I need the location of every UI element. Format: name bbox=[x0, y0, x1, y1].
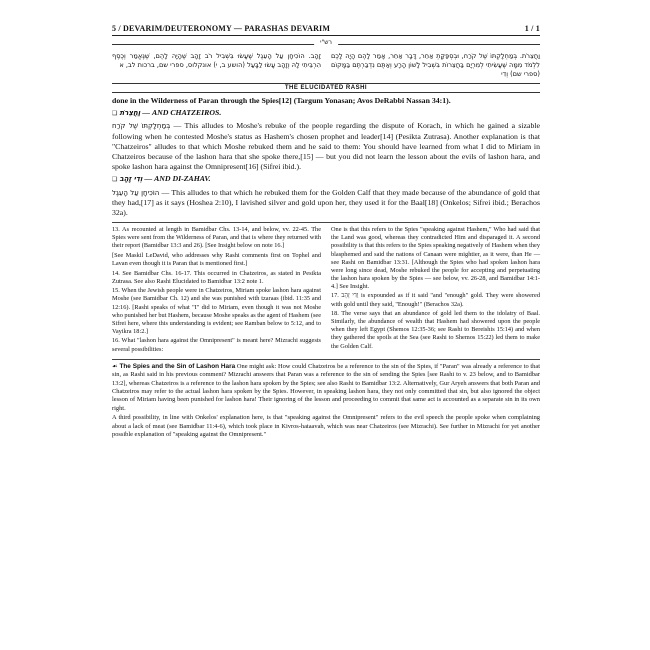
heading-chatzeiros-hebrew: וַחֲצֵרֹת bbox=[119, 109, 141, 118]
running-header bbox=[112, 24, 540, 36]
footnotes-right-column bbox=[331, 226, 540, 355]
elucidation-paragraph-3 bbox=[112, 188, 540, 219]
elucidation-paragraph-2-text: — This alludes to Moshe's rebuke of the people regarding the dispute of Korach, in which he gained a sizable following when he contested Moshe's status as Hashem's chosen prophet and leader[14] (Pesikta Zutrasa). Another explanation is that "Chatzeiros" alludes to that which Moshe rebuked them and he said to them: You should have learned from what I did to Miriam in Chatzeiros because of the lashon hara that she spoke there,[15] — but you did not learn the lesson about the evils of lashon hara, and spoke lashon hara against the Omnipresent[16] (Sifrei ibid.). bbox=[112, 121, 540, 172]
insight-icon: ☙ bbox=[112, 363, 120, 371]
header-title: 5 / DEVARIM/DEUTERONOMY — PARASHAS DEVARIM bbox=[112, 24, 331, 33]
dibbur-hamaschil-korach: בְּמַחְלָקְתּוֹ שֶׁל קֹרַח bbox=[112, 122, 171, 131]
rashi-column-right: וַחֲצֵרֹת. בְּמַחְלָקְתּוֹ שֶׁל קֹרַח, וּבְסְפַּקָּתְ אַחֵר, דָּבָר אַחֵר, אָמַר לָהֶם הָיָה לָכֶם לִלְמֹד מִמָּה שֶּׁעָשִׂיתִי לְמִרְיָם בַּחֲצֵרוֹת בִּשְׁבִיל לָשׁוֹן הָרָע וְאַתֶּם נִדְבַּרְתֶּם בַּמָּקוֹם (ספרי שם) וְדִי bbox=[331, 52, 540, 78]
insight-paragraph-1-text: One might ask: How could Chatzeiros be a reference to the sin of the Spies, if "Paran" was already a reference to that sin, as Rashi said in his previous comment? Mizrachi answers that Paran was a reference to the sin of sending the Spies [see Rashi to v. 23 below, and to Bamidbar 13:2], whereas Chatzeiros is a reference to the lashon hara spoken by the Spies; see also Rashi to Bamidbar 13:2. Alternatively, Gur Aryeh answers that both Paran and Chatzeiros may refer to the actual lashon hara spoken by the Spies. However, in speaking lashon hara, they not only committed that sin, but also ignored the object lesson of Miriam having been punished for lashon hara! Their ignoring of the lesson and proceeding to commit that same act is accounted as a separate sin in its own right. bbox=[112, 363, 540, 412]
heading-chatzeiros bbox=[112, 108, 540, 119]
footnote: 15. When the Jewish people were in Chatzeiros, Miriam spoke lashon hara against Moshe (see Bamidbar Ch. 12) and she was punished with tzaraas (ibid. 11:35 and 12:16). [Rashi speaks of what "I" did to Miriam, even though it was not Moshe who punished her but Hashem, because Moshe speaks as the agent of Hashem (see Sifrei here, where this understanding is evident; see Ramban below to 5:12, and to Vayikra 18:2.] bbox=[112, 287, 321, 335]
footnotes bbox=[112, 226, 540, 355]
elucidation-text bbox=[112, 96, 540, 218]
heading-di-zahav-hebrew: וְדִי זָהָב bbox=[119, 175, 143, 184]
dibbur-hamaschil-egel: הוֹכִיחָן עַל הָעֵגֶל bbox=[112, 188, 160, 197]
rashi-column-left: זָהָב. הוֹכִיחָן עַל הָעֵגֶל שֶׁעָשׂוּ בִּשְׁבִיל רֹב זָהָב שֶׁהָיָה לָהֶם, שֶׁנֶּאֱמַר וְכֶסֶף הִרְבֵּיתִי לָהּ וְזָהָב עָשׂוּ לַבָּעַל (הושע ב, י) אונקלוס, ספרי שם, ברכות לב, א bbox=[112, 52, 321, 69]
elucidated-rashi-title: THE ELUCIDATED RASHI bbox=[112, 83, 540, 93]
elucidation-paragraph-2 bbox=[112, 121, 540, 172]
rashi-columns bbox=[112, 52, 540, 79]
footnote: 16. What "lashon hara against the Omnipresent" is meant here? Mizrachi suggests several possibilities: bbox=[112, 337, 321, 353]
rashi-label: רש"י bbox=[314, 39, 338, 46]
insight-paragraph-2: A third possibility, in line with Onkelos' explanation here, is that "speaking against the Omnipresent" refers to the evil speech the people spoke when complaining about a lack of meat (see Bamidbar 11:4-6), which took place in Kivros-hataavah, which was near Chatzeiros (see Mizrachi). See further in Mizrachi for yet another possible explanation of "speaking against the Omnipresent." bbox=[112, 414, 540, 439]
heading-di-zahav bbox=[112, 174, 540, 185]
bullet-icon: ❏ bbox=[112, 176, 120, 184]
footnote: [See Maskil LeDavid, who addresses why Rashi comments first on Tophel and Lavan even though it is Paran that is mentioned first.] bbox=[112, 252, 321, 268]
notes-divider bbox=[112, 222, 540, 223]
footnote: 17. וְדִי זָהָב is expounded as if it said "and "enough" gold. They were showered with gold until they said, "Enough!" (Berachos 32a). bbox=[331, 292, 540, 308]
elucidation-paragraph-1: done in the Wilderness of Paran through the Spies[12] (Targum Yonasan; Avos DeRabbi Nassan 34:1). bbox=[112, 96, 451, 105]
insight-title: The Spies and the Sin of Lashon Hara bbox=[119, 363, 236, 371]
insight-box bbox=[112, 359, 540, 439]
footnote: 18. The verse says that an abundance of gold led them to the idolatry of Baal. Similarly, the abundance of wealth that Hashem had showered upon the people when they left Egypt (Shemos 12:35-36; see Rashi to Bereishis 15:14) and when they gathered the spoils at the Sea (see Rashi to Shemos 15:22) led them to make the Golden Calf. bbox=[331, 310, 540, 350]
footnote: 13. As recounted at length in Bamidbar Chs. 13-14, and below, vv. 22-45. The Spies were sent from the Wilderness of Paran, and that is where they returned with their report (Bamidbar 13:3 and 26). [See Insight below on note 16.] bbox=[112, 226, 321, 250]
elucidation-paragraph-3-text: — This alludes to that which he rebuked them for the Golden Calf that they made because of the abundance of gold that they had,[17] as it says (Hoshea 2:10), I lavished silver and gold upon her, they used it for the Baal[18] (Onkelos; Sifrei ibid.; Berachos 32a). bbox=[112, 187, 540, 218]
bullet-icon: ❏ bbox=[112, 110, 120, 118]
page-number: 1 / 1 bbox=[524, 24, 540, 33]
footnote: One is that this refers to the Spies "speaking against Hashem," Who had said that the Land was good, whereas they contradicted Him and disparaged it. A second possibility is that this refers to the Spies speaking negatively of Hashem when they blasphemed and said the nations of Canaan were mightier, as it were, than He — see Rashi on Bamidbar 13:31. [Although the Spies who had spoken lashon hara were long since dead, Moshe rebuked the people for accepting and perpetuating the lashon hara spoken by the Spies — see below, vv. 26-28, and Bamidbar 14:1-4.] See Insight. bbox=[331, 226, 540, 290]
footnotes-left-column bbox=[112, 226, 321, 355]
rashi-hebrew-block bbox=[112, 39, 540, 79]
heading-chatzeiros-english: — AND CHATZEIROS. bbox=[142, 108, 222, 118]
book-page bbox=[112, 24, 540, 634]
footnote: 14. See Bamidbar Chs. 16-17. This occurred in Chatzeiros, as stated in Pesikta Zutrasa. See also Rashi Elucidated to Bamidbar 13:2 note 1. bbox=[112, 269, 321, 285]
insight-paragraph-1 bbox=[112, 363, 540, 413]
heading-di-zahav-english: — AND DI-ZAHAV. bbox=[144, 174, 211, 184]
